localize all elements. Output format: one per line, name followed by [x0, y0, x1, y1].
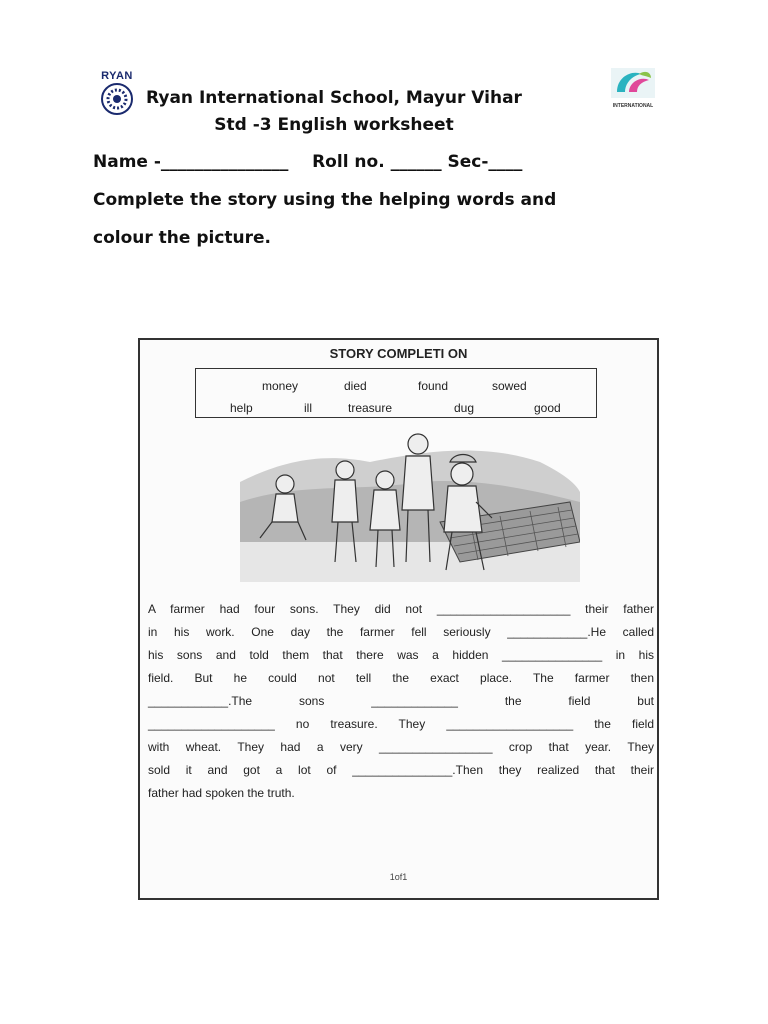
story-line: with wheat. They had a very _________________ crop that year. They	[148, 740, 654, 754]
story-line: his sons and told them that there was a hidden _______________ in his	[148, 648, 654, 662]
helping-word: money	[262, 379, 299, 393]
helping-word: good	[534, 401, 561, 415]
instruction-line-2: colour the picture.	[93, 228, 272, 248]
story-line: ___________________ no treasure. They ___________________ the field	[148, 717, 654, 731]
helping-word: treasure	[348, 401, 393, 415]
page-number: 1of1	[389, 872, 408, 882]
story-line: sold it and got a lot of _______________.Then they realized that their	[148, 763, 654, 777]
helping-word: dug	[454, 401, 475, 415]
story-text	[148, 598, 654, 805]
story-line: A farmer had four sons. They did not ____________________ their father	[148, 602, 654, 616]
instruction-line-1: Complete the story using the helping words and	[93, 190, 557, 210]
helping-words-box	[195, 368, 597, 418]
farmer-and-sons-illustration	[240, 422, 580, 582]
ryan-logo-text: RYAN	[101, 70, 133, 82]
story-line: father had spoken the truth.	[148, 786, 295, 800]
school-name: Ryan International School, Mayur Vihar	[146, 88, 522, 108]
story-completion-worksheet	[138, 338, 659, 900]
helping-word: found	[418, 379, 449, 393]
award-logo-text: INTERNATIONAL	[612, 103, 654, 109]
student-details-line: Name -_______________ Roll no. ______ Sec-____	[93, 152, 523, 172]
worksheet-title: Std -3 English worksheet	[214, 115, 454, 135]
helping-word: sowed	[492, 379, 527, 393]
helping-word: help	[230, 401, 253, 415]
story-line: field. But he could not tell the exact place. The farmer then	[148, 671, 654, 685]
helping-word: died	[344, 379, 367, 393]
story-line: ____________.The sons _____________ the field but	[148, 694, 654, 708]
story-completion-title: STORY COMPLETI ON	[329, 346, 468, 361]
story-line: in his work. One day the farmer fell seriously ____________.He called	[148, 625, 654, 639]
helping-word: ill	[304, 401, 312, 415]
